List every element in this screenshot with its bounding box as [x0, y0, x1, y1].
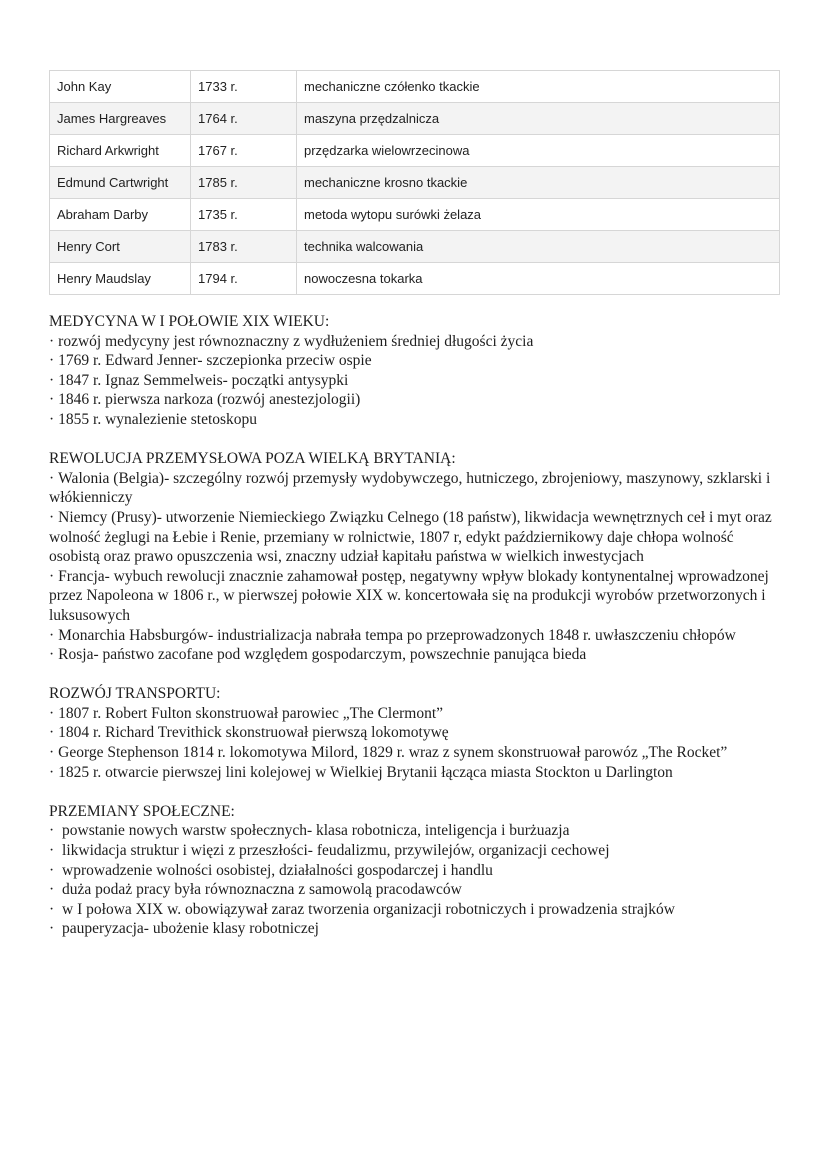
invention-year-cell: 1794 r. — [191, 263, 297, 295]
bullet-dot-icon: · — [49, 391, 55, 409]
bullet-dot-icon: · — [49, 724, 55, 742]
invention-cell: mechaniczne krosno tkackie — [297, 167, 780, 199]
notes-content — [49, 312, 779, 959]
invention-cell: nowoczesna tokarka — [297, 263, 780, 295]
invention-year-cell: 1735 r. — [191, 199, 297, 231]
list-item — [49, 626, 779, 646]
list-item-text: 1847 r. Ignaz Semmelweis- początki antysypki — [58, 371, 349, 389]
section — [49, 684, 779, 782]
bullet-dot-icon: · — [49, 410, 55, 428]
list-item — [49, 919, 779, 939]
list-item-text: 1846 r. pierwsza narkoza (rozwój anestezjologii) — [58, 391, 361, 409]
invention-year-cell: 1764 r. — [191, 103, 297, 135]
invention-cell: przędzarka wielowrzecinowa — [297, 135, 780, 167]
table-row — [50, 167, 780, 199]
list-item — [49, 390, 779, 410]
list-item-text: 1825 r. otwarcie pierwszej lini kolejowej w Wielkiej Brytanii łącząca miasta Stockton u Darlington — [58, 763, 673, 781]
list-item-text: Walonia (Belgia)- szczególny rozwój przemysły wydobywczego, hutniczego, zbrojeniowy, maszynowy, szklarski i włókienniczy — [49, 469, 771, 507]
list-item — [49, 567, 779, 626]
list-item-text: likwidacja struktur i więzi z przeszłości- feudalizmu, przywilejów, organizacji cechowej — [58, 842, 610, 860]
list-item-text: Rosja- państwo zacofane pod względem gospodarczym, powszechnie panująca bieda — [58, 646, 587, 664]
invention-year-cell: 1783 r. — [191, 231, 297, 263]
bullet-list — [49, 704, 779, 782]
inventor-name-cell: John Kay — [50, 71, 191, 103]
invention-cell: mechaniczne czółenko tkackie — [297, 71, 780, 103]
list-item — [49, 900, 779, 920]
bullet-dot-icon: · — [49, 881, 55, 899]
list-item — [49, 371, 779, 391]
table-row — [50, 263, 780, 295]
list-item — [49, 332, 779, 352]
list-item — [49, 351, 779, 371]
table-row — [50, 71, 780, 103]
section — [49, 802, 779, 939]
bullet-dot-icon: · — [49, 704, 55, 722]
section-heading: MEDYCYNA W I POŁOWIE XIX WIEKU: — [49, 313, 330, 330]
list-item-text: powstanie nowych warstw społecznych- klasa robotnicza, inteligencja i burżuazja — [58, 822, 570, 840]
bullet-list — [49, 821, 779, 939]
list-item-text: w I połowa XIX w. obowiązywał zaraz tworzenia organizacji robotniczych i prowadzenia strajków — [58, 900, 675, 918]
bullet-dot-icon: · — [49, 508, 55, 526]
inventor-name-cell: Richard Arkwright — [50, 135, 191, 167]
list-item — [49, 469, 779, 508]
invention-year-cell: 1767 r. — [191, 135, 297, 167]
list-item — [49, 880, 779, 900]
inventions-table — [49, 70, 780, 295]
table-row — [50, 135, 780, 167]
list-item-text: wprowadzenie wolności osobistej, działalności gospodarczej i handlu — [58, 861, 493, 879]
list-item — [49, 743, 779, 763]
table-row — [50, 199, 780, 231]
bullet-dot-icon: · — [49, 744, 55, 762]
list-item-text: Monarchia Habsburgów- industrializacja nabrała tempa po przeprowadzonych 1848 r. uwłaszczeniu chłopów — [58, 626, 736, 644]
list-item — [49, 841, 779, 861]
list-item — [49, 645, 779, 665]
inventor-name-cell: James Hargreaves — [50, 103, 191, 135]
bullet-dot-icon: · — [49, 332, 55, 350]
bullet-list — [49, 332, 779, 430]
list-item — [49, 410, 779, 430]
table-row — [50, 231, 780, 263]
bullet-dot-icon: · — [49, 469, 55, 487]
invention-cell: technika walcowania — [297, 231, 780, 263]
list-item-text: Niemcy (Prusy)- utworzenie Niemieckiego Związku Celnego (18 państw), likwidacja wewnętrznych ceł i myt oraz wolność żeglugi na Łebie i Renie, przemiany w rolnictwie, 1807 r, edykt październikowy daje chłopa wolność osobistą oraz prawo opuszczenia wsi, znaczny udział kapitału państwa w wielkich inwestycjach — [49, 508, 772, 566]
list-item-text: 1807 r. Robert Fulton skonstruował parowiec „The Clermont” — [58, 704, 444, 722]
inventions-table-body — [50, 71, 780, 295]
bullet-dot-icon: · — [49, 920, 55, 938]
section — [49, 449, 779, 665]
list-item-text: 1769 r. Edward Jenner- szczepionka przeciw ospie — [58, 352, 372, 370]
list-item — [49, 861, 779, 881]
bullet-dot-icon: · — [49, 900, 55, 918]
bullet-dot-icon: · — [49, 626, 55, 644]
inventor-name-cell: Henry Cort — [50, 231, 191, 263]
bullet-dot-icon: · — [49, 842, 55, 860]
list-item-text: rozwój medycyny jest równoznaczny z wydłużeniem średniej długości życia — [58, 332, 534, 350]
bullet-dot-icon: · — [49, 822, 55, 840]
invention-cell: metoda wytopu surówki żelaza — [297, 199, 780, 231]
list-item-text: duża podaż pracy była równoznaczna z samowolą pracodawców — [58, 881, 462, 899]
list-item-text: 1804 r. Richard Trevithick skonstruował pierwszą lokomotywę — [58, 724, 449, 742]
bullet-dot-icon: · — [49, 352, 55, 370]
section — [49, 312, 779, 430]
invention-year-cell: 1785 r. — [191, 167, 297, 199]
bullet-dot-icon: · — [49, 371, 55, 389]
bullet-dot-icon: · — [49, 861, 55, 879]
bullet-dot-icon: · — [49, 646, 55, 664]
bullet-dot-icon: · — [49, 567, 55, 585]
invention-year-cell: 1733 r. — [191, 71, 297, 103]
list-item-text: pauperyzacja- ubożenie klasy robotniczej — [58, 920, 319, 938]
list-item — [49, 723, 779, 743]
list-item — [49, 704, 779, 724]
bullet-list — [49, 469, 779, 665]
inventor-name-cell: Edmund Cartwright — [50, 167, 191, 199]
list-item-text: Francja- wybuch rewolucji znacznie zahamował postęp, negatywny wpływ blokady kontynentalnej wprowadzonej przez Napoleona w 1806 r., w pierwszej połowie XIX w. koncertowała się na produkcji wyrobów przetworzonych i luksusowych — [49, 567, 769, 624]
list-item — [49, 763, 779, 783]
list-item — [49, 821, 779, 841]
invention-cell: maszyna przędzalnicza — [297, 103, 780, 135]
section-heading: REWOLUCJA PRZEMYSŁOWA POZA WIELKĄ BRYTANIĄ: — [49, 450, 456, 468]
inventor-name-cell: Abraham Darby — [50, 199, 191, 231]
section-heading: PRZEMIANY SPOŁECZNE: — [49, 802, 235, 820]
list-item-text: George Stephenson 1814 r. lokomotywa Milord, 1829 r. wraz z synem skonstruował parowóz „The Rocket” — [58, 744, 728, 762]
list-item-text: 1855 r. wynalezienie stetoskopu — [58, 410, 258, 428]
inventor-name-cell: Henry Maudslay — [50, 263, 191, 295]
section-heading: ROZWÓJ TRANSPORTU: — [49, 685, 221, 703]
list-item — [49, 508, 779, 567]
bullet-dot-icon: · — [49, 763, 55, 781]
table-row — [50, 103, 780, 135]
